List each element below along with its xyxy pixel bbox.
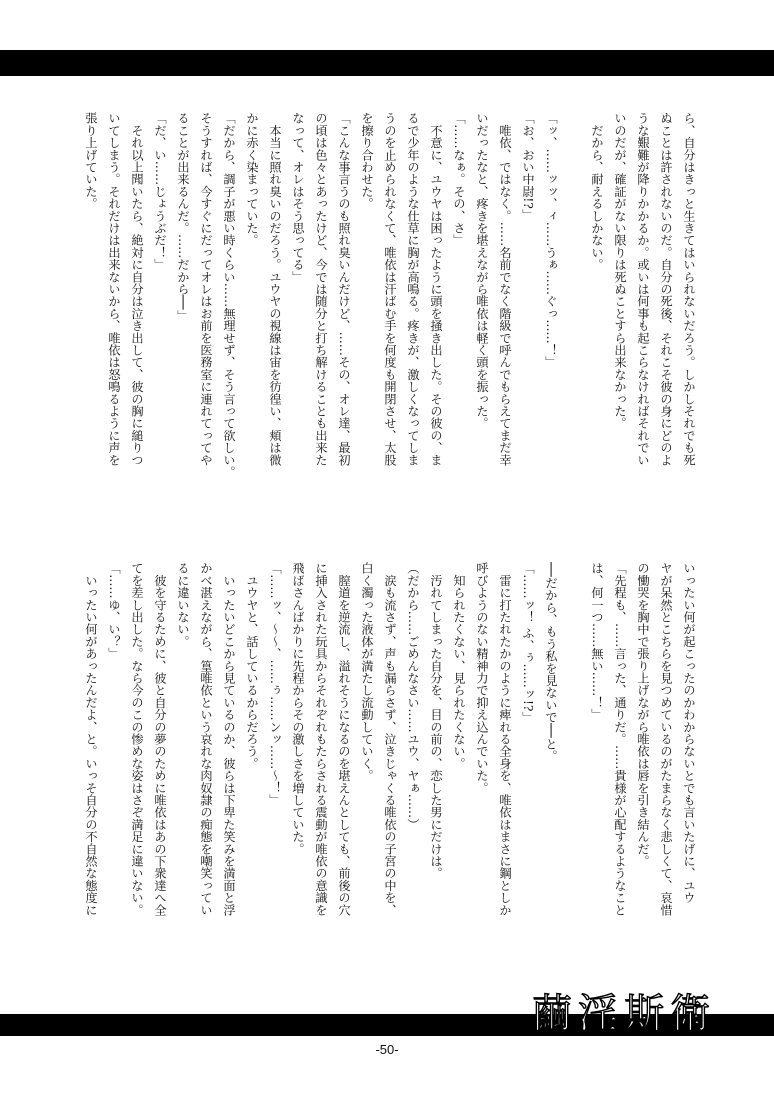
text-line: うな艱難が降りかかるか。或いは何事も起こらなければそれでい — [636, 112, 650, 466]
text-line: そうすれば、今すぐにだってオレはお前を医務室に連れてってや — [199, 112, 213, 466]
text-line: 張り上げていた。 — [84, 112, 98, 210]
text-line: （だから……ごめんなさい……ユウ、ヤぁ……） — [406, 562, 420, 831]
text-line: 本当に照れ臭いのだろう。ユウヤの視線は宙を彷徨い、頬は微 — [268, 112, 282, 466]
text-line: かに赤く染まっていた。 — [245, 112, 259, 247]
text-line: ることが出来るんだ。……だから──」 — [176, 112, 190, 322]
text-line: 知られたくない、見られたくない。 — [452, 562, 466, 770]
text-line: いったい何があったんだよ、と。いっそ自分の不自然な態度に — [84, 562, 98, 916]
text-line: 涙も流さず、声も漏らさず、泣きじゃくる唯依の子宮の中を、 — [383, 562, 397, 916]
top-black-band — [0, 50, 774, 76]
title-stamp: 繭淫斯衛 — [532, 991, 716, 1037]
text-line: ぬことは許されないのだ。自分の死後、それこそ彼の身にどのよ — [659, 112, 673, 466]
text-line: うのを止められなくて、唯依は汗ばむ手を何度も開閉させ、太股 — [383, 112, 397, 466]
text-line: てを差し出した。なら今のこの惨めな姿はさぞ満足に違いない。 — [130, 562, 144, 916]
text-line: 「ッ、……ッッ、ィ……うぁ……ぐっ……！」 — [544, 112, 558, 369]
text-line: いったい何が起こったのかわからないとでも言いたげに、ユウ — [682, 562, 696, 904]
text-line: 「だから、調子が悪い時くらい……無理せず、そう言って欲しい。 — [222, 112, 236, 478]
text-line: なって、オレはそう思ってる」 — [291, 112, 305, 283]
text-line: 汚れてしまった自分を、目の前の、恋した男にだけは。 — [429, 562, 443, 880]
text-column-upper — [72, 112, 700, 552]
text-line: 「お、おい中尉!?」 — [521, 112, 535, 222]
text-line: 「先程も、……言った、通りだ。……貴様が心配するようなこと — [613, 562, 627, 916]
text-line: ユウヤと、話しているからだろう。 — [245, 562, 259, 770]
text-line: 「……ッ！ ふ、ぅ……ッ!?」 — [521, 562, 535, 724]
text-line: るで少年のような仕草に胸が高鳴る。疼きが、激しくなってしま — [406, 112, 420, 466]
text-line — [562, 112, 585, 552]
text-line: の頃は色々とあったけど、今では随分と打ち解けることも出来た — [314, 112, 328, 466]
text-line: は、何一つ……無い……！」 — [590, 562, 604, 721]
text-line: 膣道を逆流し、溢れそうになるのを堪えんとしても、前後の穴 — [337, 562, 351, 916]
text-line: 「……なぁ。その、さ」 — [452, 112, 466, 247]
text-line — [562, 562, 585, 960]
text-line: かべ湛えながら、篁唯依という哀れな肉奴隷の痴態を嘲笑ってい — [199, 562, 213, 916]
text-line: それ以上聞いたら、絶対に自分は泣き出して、彼の胸に縋りつ — [130, 112, 144, 466]
text-line: いだったなと、疼きを堪えながら唯依は軽く頭を振った。 — [475, 112, 489, 430]
text-line: 不意に、ユウヤは困ったように頭を掻き出した。その彼の、ま — [429, 112, 443, 466]
text-line: ら、自分はきっと生きてはいられないだろう。しかしそれでも死 — [682, 112, 696, 466]
text-line: るに違いない。 — [176, 562, 190, 648]
text-line: に挿入された玩具からそれぞれもたらされる震動が唯依の意識を — [314, 562, 328, 916]
text-line: いったいどこから見ているのか、彼らは下卑た笑みを満面と浮 — [222, 562, 236, 916]
text-line: 雷に打たれたかのように痺れる全身を、唯依はまさに鋼としか — [498, 562, 512, 916]
text-line: 唯依、ではなく。……名前でなく階級で呼んでもらえてまだ幸 — [498, 112, 512, 466]
text-line: 「……ッ、〜〜、……ぅ……ンッ……〜！」 — [268, 562, 282, 806]
text-line: 「だ、い……じょうぶだ！」 — [153, 112, 167, 271]
text-line: いのだが、確証がない限りは死ぬことすら出来なかった。 — [613, 112, 627, 430]
text-line: 彼を守るために、彼と自分の夢のために唯依はあの下衆達へ全 — [153, 562, 167, 916]
text-line: いてしまう。それだけは出来ないから、唯依は怒鳴るように声を — [107, 112, 121, 466]
text-line: 「……ゆ、い？」 — [107, 562, 121, 660]
text-line: ヤが呆然とこちらを見つめているのがたまらなく悲しくて、哀惜 — [659, 562, 673, 916]
text-line: だから、耐えるしかない。 — [590, 112, 604, 271]
text-line: 呼びようのない精神力で抑え込んでいた。 — [475, 562, 489, 794]
text-column-lower — [76, 562, 700, 960]
text-line: 白く濁った液体が満たし流動していく。 — [360, 562, 374, 782]
text-line: 飛ばさんばかりに先程からその激しさを増していた。 — [291, 562, 305, 855]
text-line: ──だから、もう私を見ないで──と。 — [544, 562, 558, 763]
text-line: の慟哭を胸中で張り上げながら唯依は唇を引き結んだ。 — [636, 562, 650, 867]
text-line: 「こんな事言うのも照れ臭いんだけど、……その、オレ達、最初 — [337, 112, 351, 466]
page-number: -50- — [375, 1042, 399, 1057]
text-line: を擦り合わせた。 — [360, 112, 374, 210]
